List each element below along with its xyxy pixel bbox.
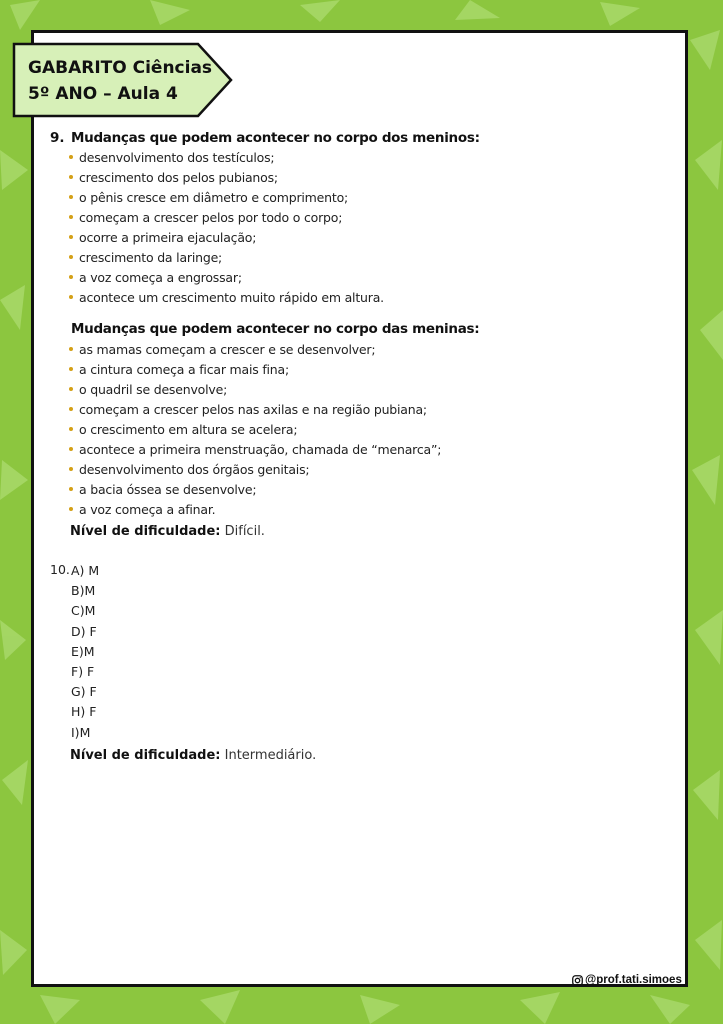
answer-item: B)M: [71, 583, 96, 599]
answer-item: G) F: [71, 684, 97, 700]
difficulty-value: Difícil.: [224, 524, 265, 539]
list-item: as mamas começam a crescer e se desenvolver;: [69, 340, 441, 360]
list-item: o pênis cresce em diâmetro e comprimento;: [69, 188, 384, 208]
bullet-icon: [69, 467, 73, 471]
list-item: a bacia óssea se desenvolve;: [69, 480, 441, 500]
bullet-icon: [69, 507, 73, 511]
question-10-number: 10.: [50, 562, 70, 577]
bullet-icon: [69, 427, 73, 431]
q10-difficulty: [70, 748, 316, 763]
difficulty-value: Intermediário.: [224, 748, 317, 763]
bullet-icon: [69, 347, 73, 351]
list-item: crescimento dos pelos pubianos;: [69, 168, 384, 188]
list-item: o quadril se desenvolve;: [69, 380, 441, 400]
answer-item: C)M: [71, 603, 96, 619]
answer-item: E)M: [71, 643, 95, 659]
q9-difficulty: [70, 524, 265, 539]
girls-changes-list: [69, 340, 441, 520]
boys-changes-list: [69, 148, 384, 308]
bullet-icon: [69, 275, 73, 279]
answer-item: H) F: [71, 704, 97, 720]
bullet-icon: [69, 407, 73, 411]
bullet-icon: [69, 215, 73, 219]
list-item: acontece um crescimento muito rápido em altura.: [69, 288, 384, 308]
answer-item: A) M: [71, 563, 100, 578]
title-line-2: 5º ANO – Aula 4: [28, 84, 178, 104]
list-item: a cintura começa a ficar mais fina;: [69, 360, 441, 380]
list-item: a voz começa a afinar.: [69, 500, 441, 520]
list-item: a voz começa a engrossar;: [69, 268, 384, 288]
boys-heading: Mudanças que podem acontecer no corpo dos meninos:: [71, 130, 480, 146]
bullet-icon: [69, 235, 73, 239]
list-item: ocorre a primeira ejaculação;: [69, 228, 384, 248]
difficulty-label: Nível de dificuldade:: [70, 748, 221, 763]
difficulty-label: Nível de dificuldade:: [70, 524, 221, 539]
list-item: desenvolvimento dos testículos;: [69, 148, 384, 168]
answer-item: D) F: [71, 623, 97, 639]
list-item: crescimento da laringe;: [69, 248, 384, 268]
bullet-icon: [69, 367, 73, 371]
bullet-icon: [69, 175, 73, 179]
bullet-icon: [69, 255, 73, 259]
q10-answers-list: [71, 562, 99, 744]
girls-heading: Mudanças que podem acontecer no corpo das meninas:: [71, 321, 480, 337]
list-item: começam a crescer pelos por todo o corpo;: [69, 208, 384, 228]
bullet-icon: [69, 487, 73, 491]
instagram-handle-text: @prof.tati.simoes: [585, 974, 682, 986]
list-item: acontece a primeira menstruação, chamada de “menarca”;: [69, 440, 441, 460]
instagram-handle: [572, 974, 682, 986]
list-item: começam a crescer pelos nas axilas e na região pubiana;: [69, 400, 441, 420]
bullet-icon: [69, 195, 73, 199]
instagram-icon: [572, 975, 583, 986]
answer-item: F) F: [71, 663, 95, 679]
answer-item: I)M: [71, 724, 91, 740]
list-item: o crescimento em altura se acelera;: [69, 420, 441, 440]
bullet-icon: [69, 295, 73, 299]
list-item: desenvolvimento dos órgãos genitais;: [69, 460, 441, 480]
question-9-number: 9.: [50, 130, 65, 146]
title-line-1: GABARITO Ciências: [28, 58, 213, 78]
bullet-icon: [69, 155, 73, 159]
bullet-icon: [69, 387, 73, 391]
bullet-icon: [69, 447, 73, 451]
